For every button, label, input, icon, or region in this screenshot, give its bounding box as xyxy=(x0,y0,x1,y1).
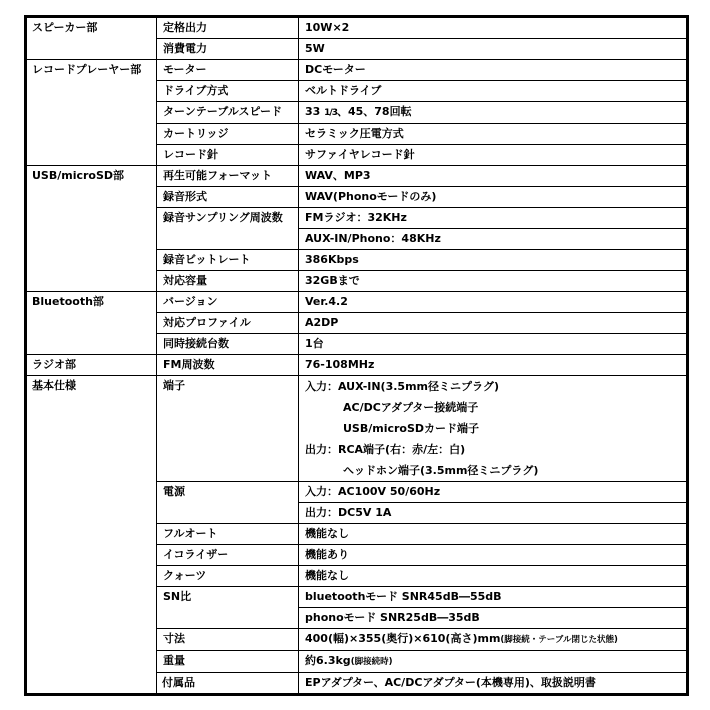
item-value: 386Kbps xyxy=(299,250,688,271)
item-value: セラミック圧電方式 xyxy=(299,124,688,145)
item-value: DCモーター xyxy=(299,60,688,81)
item-label: 録音サンプリング周波数 xyxy=(157,208,299,250)
item-label: 対応プロファイル xyxy=(157,313,299,334)
section-label: レコードプレーヤー部 xyxy=(26,60,157,166)
item-label: 同時接続台数 xyxy=(157,334,299,355)
item-label: ターンテーブルスピード xyxy=(157,102,299,124)
item-value: 10W×2 xyxy=(299,17,688,39)
item-label: 電源 xyxy=(157,482,299,524)
item-value: 1台 xyxy=(299,334,688,355)
weight-note: (脚接続時) xyxy=(350,657,393,667)
item-label: SN比 xyxy=(157,587,299,629)
item-value: 32GBまで xyxy=(299,271,688,292)
item-value: 機能なし xyxy=(299,524,688,545)
item-value: WAV、MP3 xyxy=(299,166,688,187)
speed-fraction: 1/3 xyxy=(324,108,337,118)
item-value: 5W xyxy=(299,39,688,60)
table-row xyxy=(26,292,688,313)
item-label: 端子 xyxy=(157,376,299,482)
item-label: FM周波数 xyxy=(157,355,299,376)
section-label: ラジオ部 xyxy=(26,355,157,376)
size-value: 400(幅)×355(奥行)×610(高さ)mm xyxy=(305,632,501,645)
item-value xyxy=(299,651,688,673)
item-value: FMラジオ：32KHz xyxy=(299,208,688,229)
terminal-line: ヘッドホン端子(3.5mm径ミニプラグ) xyxy=(343,464,539,477)
item-label: モーター xyxy=(157,60,299,81)
section-label: Bluetooth部 xyxy=(26,292,157,355)
weight-value: 約6.3kg xyxy=(305,654,351,667)
section-label: 基本仕様 xyxy=(26,376,157,695)
item-label: 定格出力 xyxy=(157,17,299,39)
terminal-line: AC/DCアダプター接続端子 xyxy=(343,401,479,414)
item-value: 入力：AC100V 50/60Hz xyxy=(299,482,688,503)
item-label: 対応容量 xyxy=(157,271,299,292)
table-row xyxy=(26,60,688,81)
table-row xyxy=(26,355,688,376)
item-label: 重量 xyxy=(157,651,299,673)
item-value: bluetoothモード SNR45dB―55dB xyxy=(299,587,688,608)
item-value: Ver.4.2 xyxy=(299,292,688,313)
item-value xyxy=(299,102,688,124)
speed-value: 33 xyxy=(305,105,321,118)
terminal-line: 出力：RCA端子(右：赤/左：白) xyxy=(305,443,466,456)
section-label: 付属品 xyxy=(157,673,299,695)
item-value xyxy=(299,629,688,651)
item-value: 機能なし xyxy=(299,566,688,587)
size-note: (脚接続・テーブル閉じた状態) xyxy=(500,635,618,645)
section-label: USB/microSD部 xyxy=(26,166,157,292)
item-value: phonoモード SNR25dB―35dB xyxy=(299,608,688,629)
item-value xyxy=(299,376,688,482)
item-label: 消費電力 xyxy=(157,39,299,60)
item-value: WAV(Phonoモードのみ) xyxy=(299,187,688,208)
item-value: サファイヤレコード針 xyxy=(299,145,688,166)
item-value: 機能あり xyxy=(299,545,688,566)
item-label: レコード針 xyxy=(157,145,299,166)
table-row xyxy=(26,166,688,187)
table-row xyxy=(26,376,688,482)
item-label: 寸法 xyxy=(157,629,299,651)
item-value: EPアダプター、AC/DCアダプター(本機専用)、取扱説明書 xyxy=(299,673,688,695)
item-label: ドライブ方式 xyxy=(157,81,299,102)
item-label: 再生可能フォーマット xyxy=(157,166,299,187)
item-label: 録音ビットレート xyxy=(157,250,299,271)
item-label: イコライザー xyxy=(157,545,299,566)
item-label: バージョン xyxy=(157,292,299,313)
item-value: A2DP xyxy=(299,313,688,334)
item-label: 録音形式 xyxy=(157,187,299,208)
item-label: フルオート xyxy=(157,524,299,545)
item-label: カートリッジ xyxy=(157,124,299,145)
item-value: 76-108MHz xyxy=(299,355,688,376)
section-label: スピーカー部 xyxy=(26,17,157,60)
terminal-line: 入力：AUX-IN(3.5mm径ミニプラグ) xyxy=(305,380,500,393)
spec-table xyxy=(24,15,689,696)
speed-rest: 、45、78回転 xyxy=(336,105,412,118)
item-label: クォーツ xyxy=(157,566,299,587)
item-value: AUX-IN/Phono：48KHz xyxy=(299,229,688,250)
item-value: 出力：DC5V 1A xyxy=(299,503,688,524)
table-row xyxy=(26,17,688,39)
terminal-line: USB/microSDカード端子 xyxy=(343,422,480,435)
item-value: ベルトドライブ xyxy=(299,81,688,102)
